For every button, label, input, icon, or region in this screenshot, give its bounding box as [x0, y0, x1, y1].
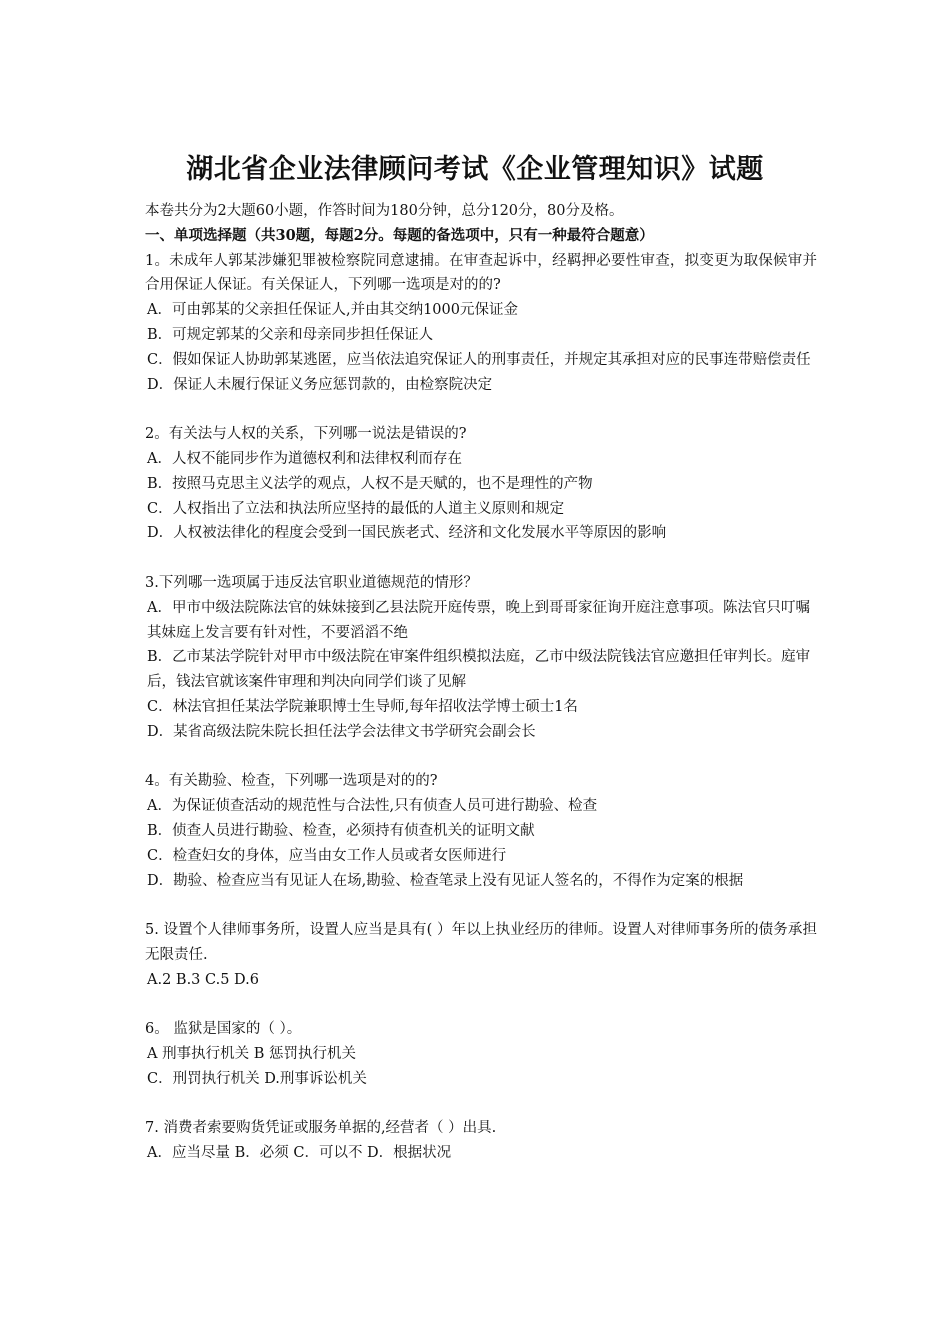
- question-stem: 7. 消费者索要购货凭证或服务单据的,经营者（ ）出具.: [145, 1120, 497, 1137]
- question-stem: 4。有关勘验、检查，下列哪一选项是对的的?: [145, 773, 438, 790]
- option-line: C．刑罚执行机关 D.刑事诉讼机关: [147, 1070, 367, 1087]
- spacer: [145, 1092, 817, 1117]
- option-a: A．人权不能同步作为道德权利和法律权利而存在: [147, 450, 462, 467]
- question-stem: 2。有关法与人权的关系，下列哪一说法是错误的?: [145, 426, 467, 443]
- spacer: [145, 745, 817, 770]
- question-6: [145, 1017, 817, 1091]
- option-b: B．侦查人员进行勘验、检查，必须持有侦查机关的证明文献: [147, 822, 535, 839]
- option-b: B．可规定郭某的父亲和母亲同步担任保证人: [147, 326, 434, 343]
- option-d: D．人权被法律化的程度会受到一国民族老式、经济和文化发展水平等原因的影响: [147, 525, 667, 542]
- question-stem: 6。 监狱是国家的（ ）。: [145, 1021, 302, 1038]
- question-2: [145, 422, 817, 546]
- option-line: A 刑事执行机关 B 惩罚执行机关: [147, 1046, 356, 1063]
- option-b: B．按照马克思主义法学的观点，人权不是天赋的，也不是理性的产物: [147, 475, 593, 492]
- option-c: C．检查妇女的身体，应当由女工作人员或者女医师进行: [147, 847, 507, 864]
- exam-intro: 本卷共分为2大题60小题，作答时间为180分钟，总分120分，80分及格。: [145, 203, 624, 219]
- document-body: [145, 199, 817, 1166]
- question-1: [145, 249, 817, 398]
- section-header: 一、单项选择题（共30题，每题2分。每题的备选项中，只有一种最符合题意）: [145, 226, 654, 244]
- option-line: A．应当尽量 B．必须 C．可以不 D．根据状况: [147, 1145, 452, 1162]
- option-d: D．某省高级法院朱院长担任法学会法律文书学研究会副会长: [147, 723, 536, 740]
- spacer: [145, 397, 817, 422]
- question-stem: 3.下列哪一选项属于违反法官职业道德规范的情形？: [145, 574, 478, 591]
- spacer: [145, 993, 817, 1018]
- spacer: [145, 893, 817, 918]
- question-7: [145, 1116, 817, 1166]
- option-d: D．保证人未履行保证义务应惩罚款的，由检察院决定: [147, 376, 493, 393]
- option-line: A.2 B.3 C.5 D.6: [147, 971, 259, 988]
- option-a: A．为保证侦查活动的规范性与合法性,只有侦查人员可进行勘验、检查: [147, 798, 598, 815]
- question-stem: 5. 设置个人律师事务所，设置人应当是具有( ）年以上执业经历的律师。设置人对律师事务所的债务承担无限责任.: [145, 922, 817, 963]
- option-a: A．可由郭某的父亲担任保证人,并由其交纳1000元保证金: [147, 302, 518, 319]
- question-4: [145, 769, 817, 893]
- option-c: C．人权指出了立法和执法所应坚持的最低的人道主义原则和规定: [147, 500, 565, 517]
- option-b: B．乙市某法学院针对甲市中级法院在审案件组织模拟法庭，乙市中级法院钱法官应邀担任审判长。庭审后，钱法官就该案件审理和判决向同学们谈了见解: [147, 649, 811, 691]
- spacer: [145, 546, 817, 571]
- question-3: [145, 571, 817, 745]
- option-c: C．假如保证人协助郭某逃匿，应当依法追究保证人的刑事责任，并规定其承担对应的民事连带赔偿责任: [147, 351, 811, 368]
- question-stem: 1。未成年人郭某涉嫌犯罪被检察院同意逮捕。在审查起诉中，经羁押必要性审查，拟变更为取保候审并合用保证人保证。有关保证人，下列哪一选项是对的的?: [145, 252, 817, 294]
- question-5: [145, 918, 817, 992]
- option-a: A．甲市中级法院陈法官的妹妹接到乙县法院开庭传票，晚上到哥哥家征询开庭注意事项。陈法官只叮嘱其妹庭上发言要有针对性，不要滔滔不绝: [147, 599, 810, 641]
- document-title: 湖北省企业法律顾问考试《企业管理知识》试题: [186, 154, 764, 185]
- option-c: C．林法官担任某法学院兼职博士生导师,每年招收法学博士硕士1名: [147, 698, 578, 715]
- option-d: D．勘验、检查应当有见证人在场,勘验、检查笔录上没有见证人签名的，不得作为定案的根据: [147, 872, 744, 889]
